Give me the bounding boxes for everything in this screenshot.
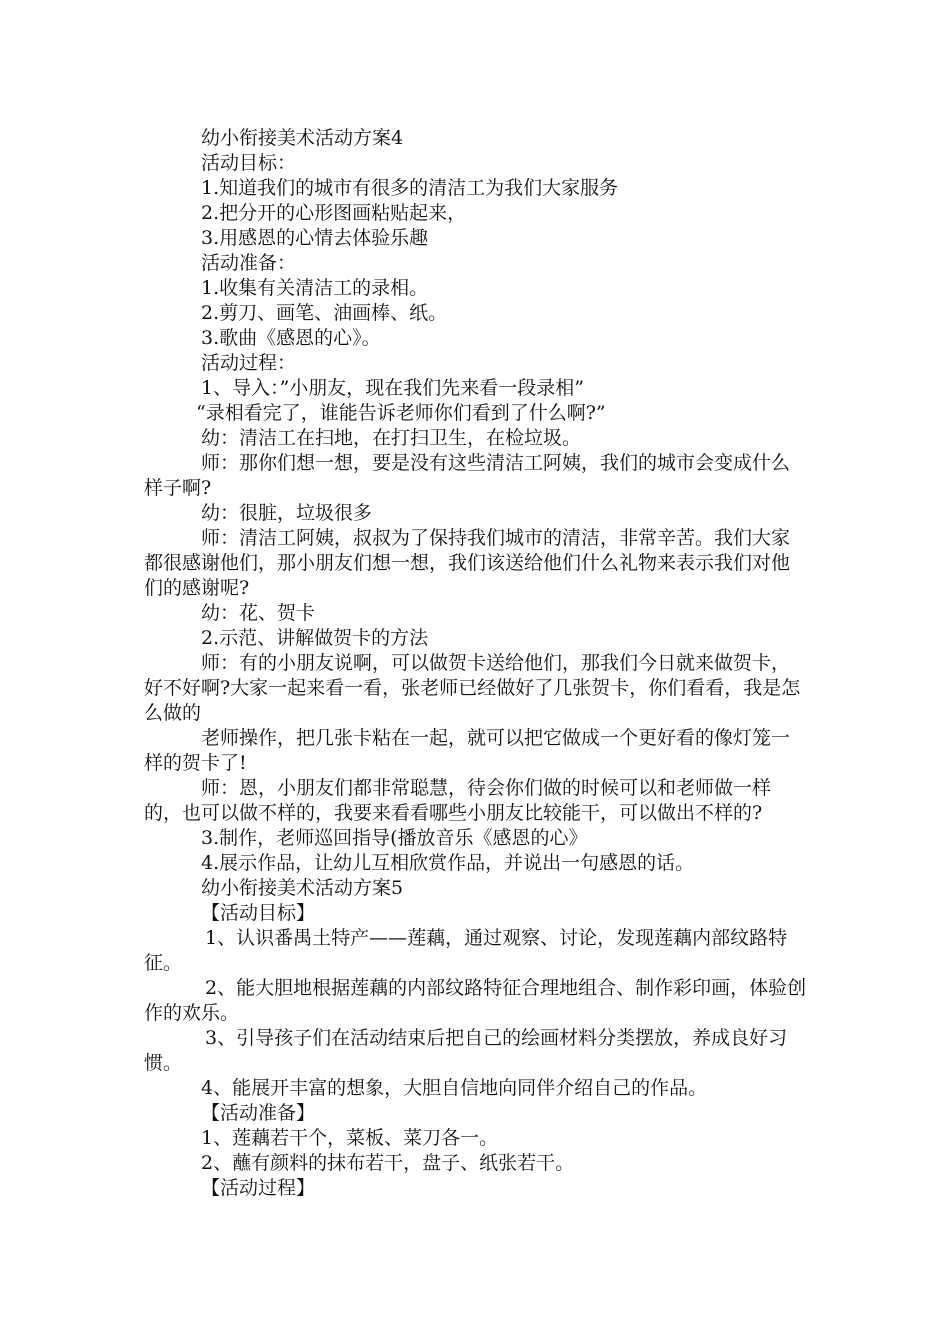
paragraph: 师：恩，小朋友们都非常聪慧，待会你们做的时候可以和老师做一样的，也可以做不样的，我要来看看哪些小朋友比较能干，可以做出不样的? bbox=[144, 777, 772, 824]
paragraph: “录相看完了，谁能告诉老师你们看到了什么啊?” bbox=[196, 402, 606, 424]
paragraph: 师：那你们想一想，要是没有这些清洁工阿姨，我们的城市会变成什么样子啊? bbox=[144, 452, 791, 499]
document-body bbox=[144, 126, 808, 1201]
paragraph: 3、引导孩子们在活动结束后把自己的绘画材料分类摆放，养成良好习惯。 bbox=[144, 1027, 788, 1074]
section-title-5: 幼小衔接美术活动方案5 bbox=[201, 877, 404, 899]
list-item: 2.把分开的心形图画粘贴起来， bbox=[201, 202, 467, 224]
list-item: 2、蘸有颜料的抹布若干，盘子、纸张若干。 bbox=[201, 1152, 575, 1174]
list-item: 4.展示作品，让幼儿互相欣赏作品，并说出一句感恩的话。 bbox=[201, 852, 695, 874]
list-item: 3.用感恩的心情去体验乐趣 bbox=[201, 227, 429, 249]
list-item: 1.收集有关清洁工的录相。 bbox=[201, 277, 429, 299]
paragraph: 师：有的小朋友说啊，可以做贺卡送给他们，那我们今日就来做贺卡，好不好啊?大家一起来看一看，张老师已经做好了几张贺卡，你们看看，我是怎么做的 bbox=[144, 652, 801, 724]
heading-process-bracket: 【活动过程】 bbox=[201, 1177, 316, 1199]
list-item: 3.制作，老师巡回指导(播放音乐《感恩的心》 bbox=[201, 827, 588, 849]
list-item: 2.剪刀、画笔、油画棒、纸。 bbox=[201, 302, 448, 324]
paragraph: 1、导入：”小朋友，现在我们先来看一段录相” bbox=[201, 377, 585, 399]
list-item: 2.示范、讲解做贺卡的方法 bbox=[201, 627, 429, 649]
section-title-4: 幼小衔接美术活动方案4 bbox=[201, 127, 404, 149]
list-item: 1、莲藕若干个，菜板、菜刀各一。 bbox=[201, 1127, 499, 1149]
paragraph: 幼：花、贺卡 bbox=[201, 602, 316, 624]
heading-process: 活动过程： bbox=[201, 352, 297, 374]
heading-preparation-bracket: 【活动准备】 bbox=[201, 1102, 316, 1124]
paragraph: 幼：很脏，垃圾很多 bbox=[201, 502, 373, 524]
paragraph: 师：清洁工阿姨，叔叔为了保持我们城市的清洁，非常辛苦。我们大家都很感谢他们，那小朋友们想一想，我们该送给他们什么礼物来表示我们对他们的感谢呢? bbox=[144, 527, 791, 599]
heading-goals-bracket: 【活动目标】 bbox=[201, 902, 316, 924]
paragraph: 幼：清洁工在扫地，在打扫卫生，在检垃圾。 bbox=[201, 427, 582, 449]
list-item: 3.歌曲《感恩的心》。 bbox=[201, 327, 381, 349]
paragraph: 1、认识番禺土特产——莲藕，通过观察、讨论，发现莲藕内部纹路特征。 bbox=[144, 927, 788, 974]
paragraph: 4、能展开丰富的想象，大胆自信地向同伴介绍自己的作品。 bbox=[201, 1077, 708, 1099]
list-item: 1.知道我们的城市有很多的清洁工为我们大家服务 bbox=[201, 177, 619, 199]
heading-goals: 活动目标： bbox=[201, 152, 297, 174]
heading-preparation: 活动准备： bbox=[201, 252, 297, 274]
paragraph: 老师操作，把几张卡粘在一起，就可以把它做成一个更好看的像灯笼一样的贺卡了! bbox=[144, 727, 791, 774]
paragraph: 2、能大胆地根据莲藕的内部纹路特征合理地组合、制作彩印画，体验创作的欢乐。 bbox=[144, 977, 807, 1024]
